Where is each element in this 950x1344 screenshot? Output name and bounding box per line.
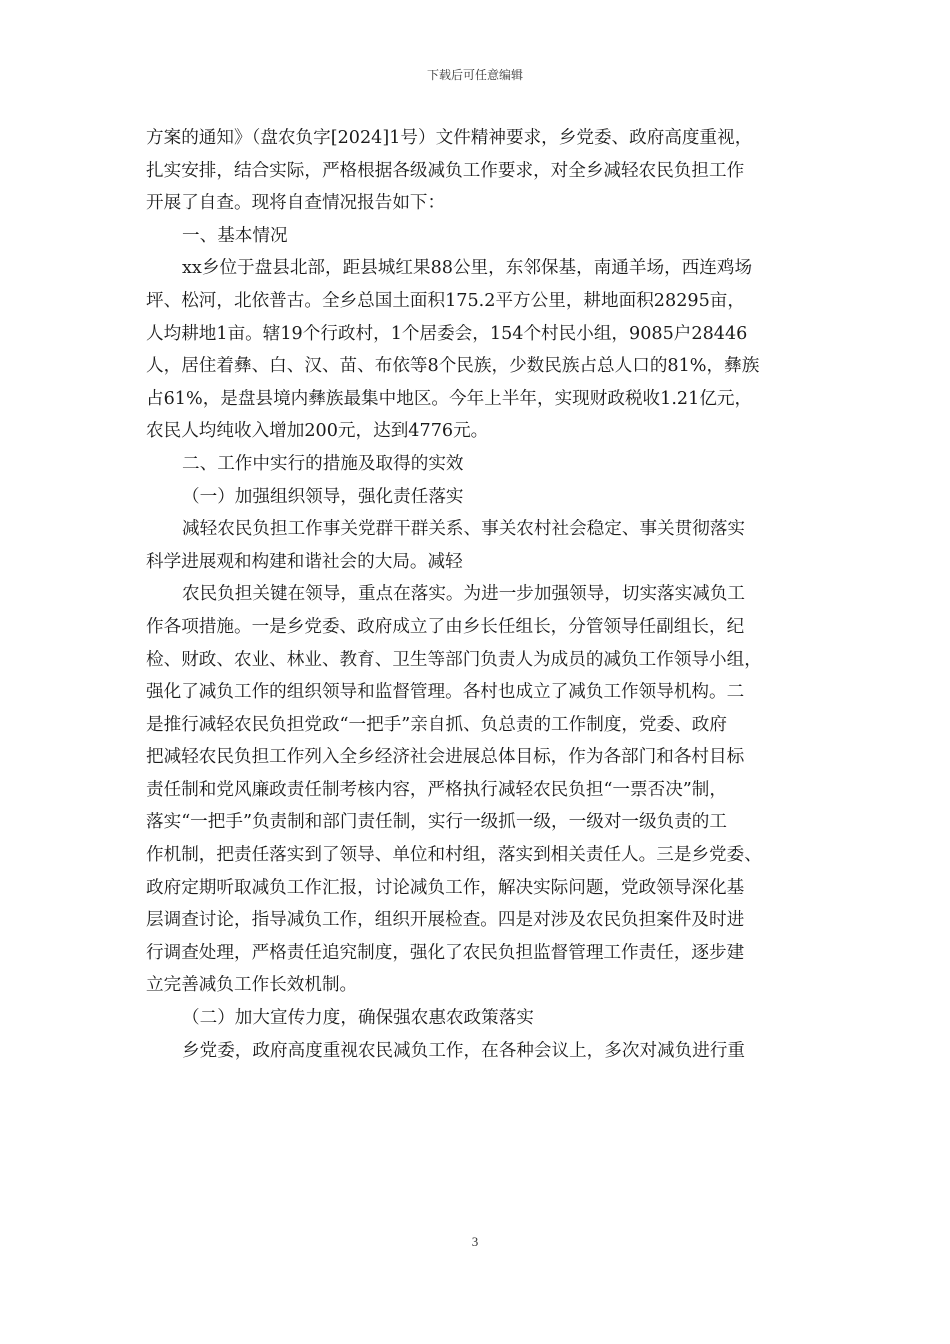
text-line: 开展了自查。现将自查情况报告如下： xyxy=(146,193,446,214)
page-header: 下载后可任意编辑 xyxy=(426,68,523,82)
text-line: 政府定期听取减负工作汇报，讨论减负工作，解决实际问题，党政领导深化基 xyxy=(146,877,745,898)
text-line: 扎实安排，结合实际，严格根据各级减负工作要求，对全乡减轻农民负担工作 xyxy=(146,160,745,181)
text-line: 人，居住着彝、白、汉、苗、布依等8个民族，少数民族占总人口的81%，彝族 xyxy=(146,356,760,377)
text-line: 乡党委，政府高度重视农民减负工作，在各种会议上，多次对减负进行重 xyxy=(182,1040,746,1061)
text-line: 作各项措施。一是乡党委、政府成立了由乡长任组长，分管领导任副组长，纪 xyxy=(146,616,745,637)
paragraph xyxy=(146,546,806,579)
paragraph xyxy=(146,1035,806,1068)
text-line: （一）加强组织领导，强化责任落实 xyxy=(182,486,464,507)
paragraph xyxy=(146,448,806,481)
text-line: 坪、松河，北依普古。全乡总国土面积175.2平方公里，耕地面积28295亩， xyxy=(146,290,745,311)
text-line: 是推行减轻农民负担党政“一把手”亲自抓、负总责的工作制度，党委、政府 xyxy=(146,714,727,735)
text-line: 行调查处理，严格责任追究制度，强化了农民负担监督管理工作责任，逐步建 xyxy=(146,942,745,963)
page-number: 3 xyxy=(471,1234,479,1249)
text-line: 强化了减负工作的组织领导和监督管理。各村也成立了减负工作领导机构。二 xyxy=(146,682,745,703)
text-line: 把减轻农民负担工作列入全乡经济社会进展总体目标，作为各部门和各村目标 xyxy=(146,747,745,768)
paragraph xyxy=(146,285,806,448)
paragraph xyxy=(146,252,806,285)
paragraph xyxy=(146,611,806,1002)
text-line: 农民人均纯收入增加200元，达到4776元。 xyxy=(146,421,489,442)
paragraph xyxy=(146,481,806,514)
text-line: 落实“一把手”负责制和部门责任制，实行一级抓一级，一级对一级负责的工 xyxy=(146,812,727,833)
text-line: 占61%，是盘县境内彝族最集中地区。今年上半年，实现财政税收1.21亿元， xyxy=(146,388,753,409)
text-line: 减轻农民负担工作事关党群干群关系、事关农村社会稳定、事关贯彻落实 xyxy=(182,519,746,540)
text-line: xx乡位于盘县北部，距县城红果88公里，东邻保基，南通羊场，西连鸡场 xyxy=(182,258,753,279)
text-line: 农民负担关键在领导，重点在落实。为进一步加强领导，切实落实减负工 xyxy=(182,584,746,605)
paragraph xyxy=(146,513,806,546)
paragraph xyxy=(146,122,806,220)
text-line: 一、基本情况 xyxy=(182,225,288,246)
text-line: 责任制和党风廉政责任制考核内容，严格执行减轻农民负担“一票否决”制， xyxy=(146,779,727,800)
text-line: 层调查讨论，指导减负工作，组织开展检查。四是对涉及农民负担案件及时进 xyxy=(146,910,745,931)
text-line: 检、财政、农业、林业、教育、卫生等部门负责人为成员的减负工作领导小组， xyxy=(146,649,762,670)
text-line: 作机制，把责任落实到了领导、单位和村组，落实到相关责任人。三是乡党委、 xyxy=(146,845,762,866)
paragraph xyxy=(146,1002,806,1035)
text-line: 科学进展观和构建和谐社会的大局。减轻 xyxy=(146,551,463,572)
paragraph xyxy=(146,578,806,611)
text-line: 人均耕地1亩。辖19个行政村，1个居委会，154个村民小组，9085户28446 xyxy=(146,323,748,344)
document-body xyxy=(146,122,806,1067)
text-line: （二）加大宣传力度，确保强农惠农政策落实 xyxy=(182,1008,534,1029)
text-line: 方案的通知》（盘农负字[2024]1号）文件精神要求，乡党委、政府高度重视， xyxy=(146,128,753,148)
text-line: 立完善减负工作长效机制。 xyxy=(146,975,358,996)
paragraph xyxy=(146,220,806,253)
text-line: 二、工作中实行的措施及取得的实效 xyxy=(182,453,464,474)
